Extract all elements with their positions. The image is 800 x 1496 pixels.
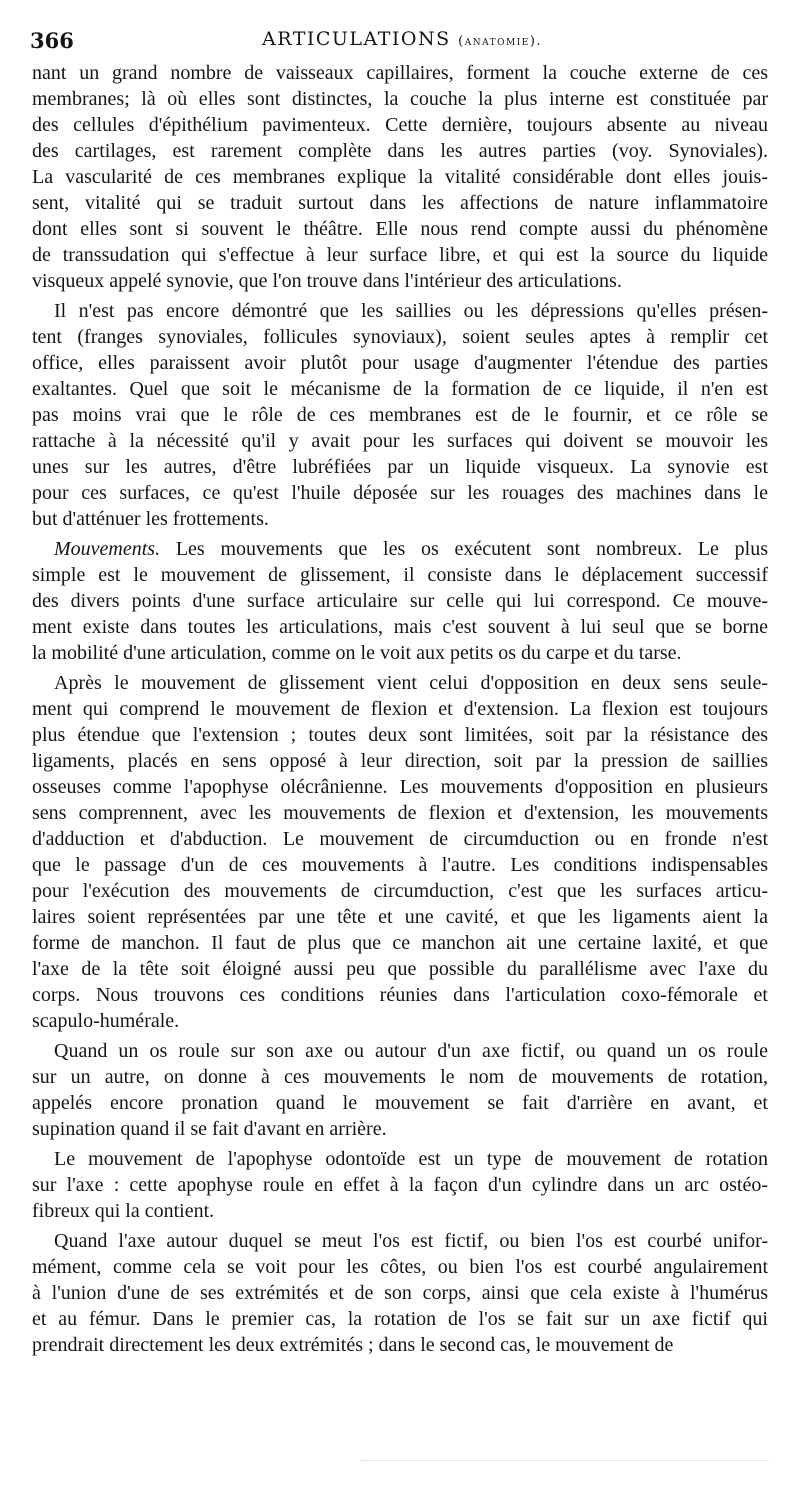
paragraph (32, 670, 768, 1034)
text-line: l'axe de la tête soit éloigné aussi peu que possible du parallélisme avec l'axe du (32, 958, 768, 980)
text-line: osseuses comme l'apophyse olécrânienne. Les mouvements d'opposition en plusieurs (32, 776, 768, 798)
text-line: plus étendue que l'extension ; toutes deux sont limitées, soit par la résistance des (32, 724, 768, 746)
footer-smudge (360, 1460, 770, 1465)
paragraph (32, 298, 768, 532)
text-line: Le mouvement de l'apophyse odontoïde est un type de mouvement de rotation (54, 1148, 768, 1170)
text-line: ment existe dans toutes les articulations, mais c'est souvent à lui seul que se borne (32, 616, 768, 638)
text-line: que le passage d'un de ces mouvements à l'autre. Les conditions indispensables (32, 854, 768, 876)
text-line: rattache à la nécessité qu'il y avait pour les surfaces qui doivent se mouvoir les (32, 430, 768, 452)
text-line: forme de manchon. Il faut de plus que ce manchon ait une certaine laxité, et que (32, 932, 768, 954)
text-line: La vascularité de ces membranes explique la vitalité considérable dont elles jouis- (32, 166, 768, 188)
page-number: 366 (30, 28, 74, 53)
text-line: but d'atténuer les frottements. (32, 508, 269, 530)
text-line: membranes; là où elles sont distinctes, la couche la plus interne est constituée par (32, 88, 768, 110)
running-title-sub: (anatomie). (458, 34, 543, 49)
text-line: office, elles paraissent avoir plutôt pour usage d'augmenter l'étendue des parties (32, 352, 768, 374)
text-line: ligaments, placés en sens opposé à leur direction, soit par la pression de saillies (32, 750, 768, 772)
text-line: sent, vitalité qui se traduit surtout dans les affections de nature inflammatoire (32, 192, 768, 214)
text-line: pour l'exécution des mouvements de circumduction, c'est que les surfaces articu- (32, 880, 768, 902)
text-line: scapulo-humérale. (32, 1010, 180, 1032)
text-line: des cartilages, est rarement complète dans les autres parties (voy. Synoviales). (32, 140, 768, 162)
text-line: des divers points d'une surface articulaire sur celle qui lui correspond. Ce mouve- (32, 590, 768, 612)
text-line: fibreux qui la contient. (32, 1200, 215, 1222)
text-line: à l'union d'une de ses extrémités et de son corps, ainsi que cela existe à l'humérus (32, 1282, 768, 1304)
text-line: sens comprennent, avec les mouvements de flexion et d'extension, les mouvements (32, 802, 768, 824)
text-line: pour ces surfaces, ce qu'est l'huile déposée sur les rouages des machines dans le (32, 482, 768, 504)
text-line: sur un autre, on donne à ces mouvements le nom de mouvements de rotation, (32, 1066, 768, 1088)
text-line: visqueux appelé synovie, que l'on trouve dans l'intérieur des articulations. (32, 270, 622, 292)
text-line: et au fémur. Dans le premier cas, la rotation de l'os se fait sur un axe fictif qui (32, 1308, 768, 1330)
text-line: laires soient représentées par une tête et une cavité, et que les ligaments aient la (32, 906, 768, 928)
text-line: simple est le mouvement de glissement, il consiste dans le déplacement successif (32, 564, 768, 586)
text-line: unes sur les autres, d'être lubréfiées par un liquide visqueux. La synovie est (32, 456, 768, 478)
text-line: prendrait directement les deux extrémités ; dans le second cas, le mouvement de (32, 1334, 674, 1356)
paragraph (32, 536, 768, 666)
section-heading: Mouvements. (54, 538, 161, 560)
paragraph (32, 1038, 768, 1142)
page-header (30, 28, 770, 58)
text-line: sur l'axe : cette apophyse roule en effet à la façon d'un cylindre dans un arc ostéo- (32, 1174, 768, 1196)
text-line: Il n'est pas encore démontré que les saillies ou les dépressions qu'elles présen- (54, 300, 768, 322)
paragraph (32, 1146, 768, 1224)
running-title (262, 28, 542, 50)
text-line: Mouvements. Les mouvements que les os exécutent sont nombreux. Le plus (54, 538, 768, 560)
text-line: pas moins vrai que le rôle de ces membranes est de le fournir, et ce rôle se (32, 404, 768, 426)
text-line: de transsudation qui s'effectue à leur surface libre, et qui est la source du liquide (32, 244, 768, 266)
text-line: tent (franges synoviales, follicules synoviaux), soient seules aptes à remplir cet (32, 326, 768, 348)
text-line: des cellules d'épithélium pavimenteux. Cette dernière, toujours absente au niveau (32, 114, 768, 136)
text-line: exaltantes. Quel que soit le mécanisme de la formation de ce liquide, il n'en est (32, 378, 768, 400)
text-line: Après le mouvement de glissement vient celui d'opposition en deux sens seule- (54, 672, 768, 694)
body-text (32, 60, 768, 1358)
text-line: Quand l'axe autour duquel se meut l'os est fictif, ou bien l'os est courbé unifor- (54, 1230, 768, 1252)
text-line: d'adduction et d'abduction. Le mouvement de circumduction ou en fronde n'est (32, 828, 768, 850)
paragraph (32, 1228, 768, 1358)
text-line: mément, comme cela se voit pour les côtes, ou bien l'os est courbé angulairement (32, 1256, 768, 1278)
text-line: supination quand il se fait d'avant en arrière. (32, 1118, 387, 1140)
text-line: la mobilité d'une articulation, comme on le voit aux petits os du carpe et du tarse. (32, 642, 682, 664)
text-line: corps. Nous trouvons ces conditions réunies dans l'articulation coxo-fémorale et (32, 984, 768, 1006)
text-line: dont elles sont si souvent le théâtre. Elle nous rend compte aussi du phénomène (32, 218, 768, 240)
text-line: nant un grand nombre de vaisseaux capillaires, forment la couche externe de ces (32, 62, 768, 84)
text-line: appelés encore pronation quand le mouvement se fait d'arrière en avant, et (32, 1092, 768, 1114)
paragraph (32, 60, 768, 294)
running-title-main: ARTICULATIONS (262, 28, 451, 50)
text-line: ment qui comprend le mouvement de flexion et d'extension. La flexion est toujours (32, 698, 768, 720)
text-line: Quand un os roule sur son axe ou autour d'un axe fictif, ou quand un os roule (54, 1040, 768, 1062)
